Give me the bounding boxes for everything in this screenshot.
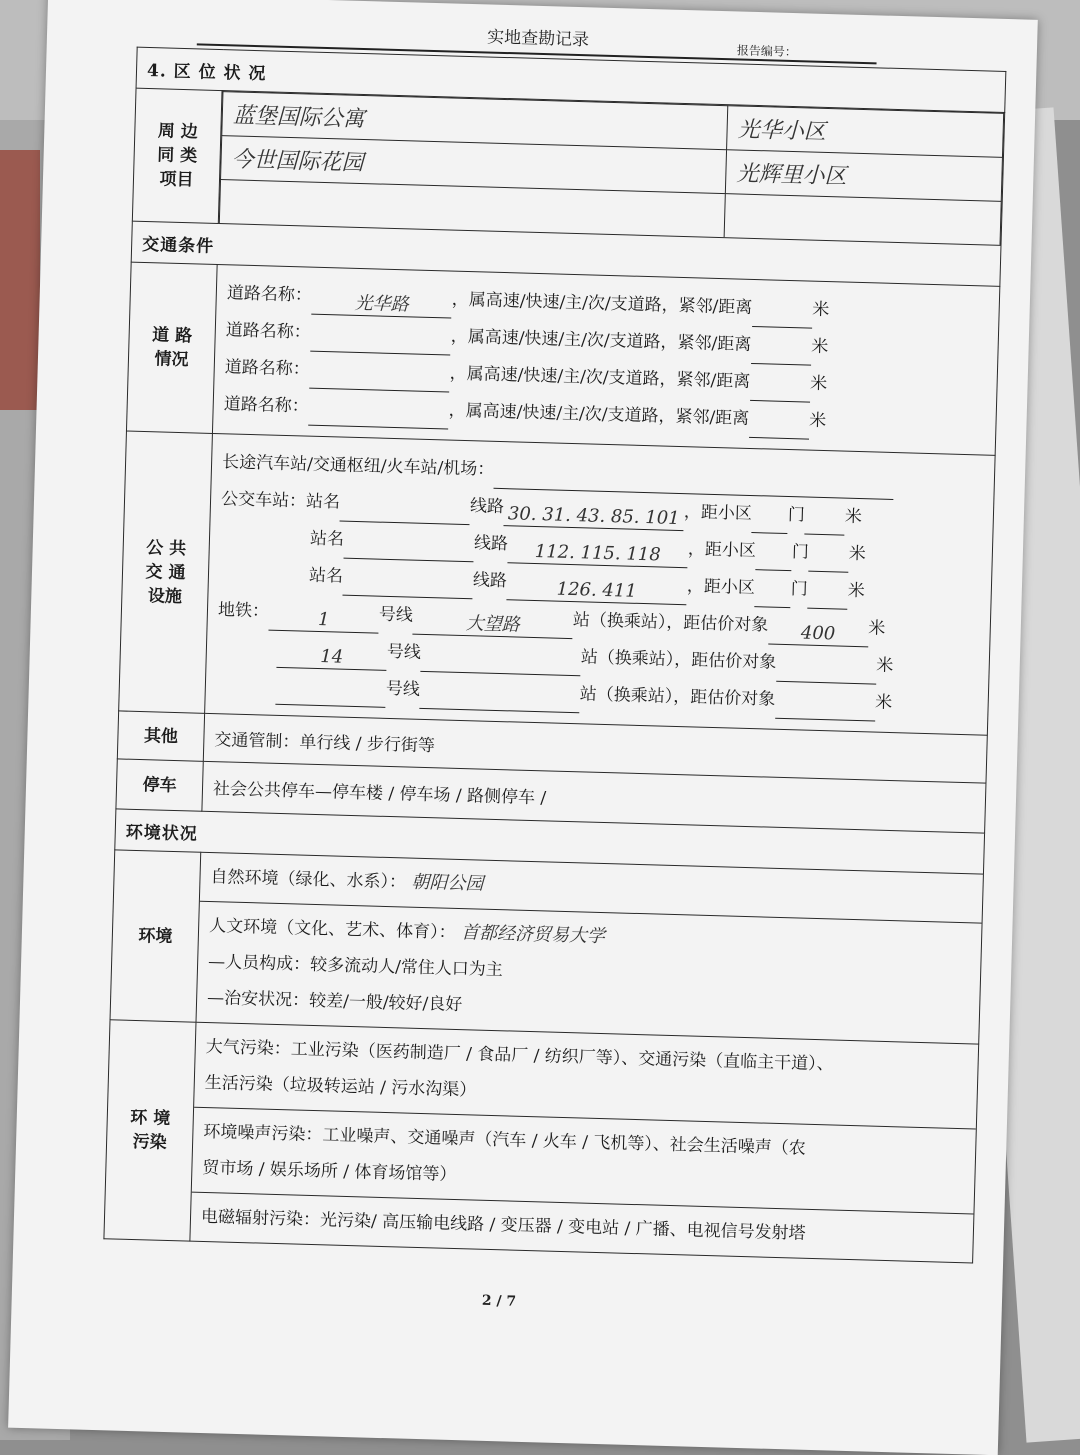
nearby-project-1: 蓝堡国际公寓 bbox=[222, 92, 728, 150]
metro-line-field: 14 bbox=[276, 645, 387, 671]
road-distance-field bbox=[751, 341, 812, 366]
road-distance-field bbox=[749, 415, 810, 440]
bus-row: 站名 线路 126. 411 ，距小区 门 米 bbox=[219, 555, 982, 613]
bus-gate-field bbox=[754, 584, 791, 608]
road-list bbox=[212, 265, 999, 456]
public-transport-detail bbox=[205, 433, 996, 735]
electromagnetic-pollution-row: 电磁辐射污染：光污染/ 高压输电线路 / 变压器 / 变电站 / 广播、电视信号发射塔 bbox=[200, 1206, 806, 1244]
nearby-projects-label: 周 边 同 类 项目 bbox=[132, 88, 222, 223]
population-composition: —人员构成：较多流动人/常住人口为主 bbox=[207, 952, 504, 981]
road-name-field bbox=[308, 403, 449, 430]
long-distance-row: 长途汽车站/交通枢纽/火车站/机场： bbox=[222, 444, 985, 502]
bus-gate-field bbox=[755, 547, 792, 571]
survey-form bbox=[103, 47, 1006, 1264]
bus-route-field: 30. 31. 43. 85. 101 bbox=[503, 503, 684, 531]
environment-label: 环境 bbox=[110, 850, 201, 1022]
cultural-environment-row: 人文环境（文化、艺术、体育）： 首都经济贸易大学 —人员构成：较多流动人/常住人口为主 —治安状况：较差/一般/较好/良好 bbox=[206, 916, 606, 1016]
road-distance-field bbox=[750, 378, 811, 403]
bus-row: 公交车站：站名 线路 30. 31. 43. 85. 101 ，距小区 门 米 bbox=[221, 481, 984, 539]
public-security: —治安状况：较差/一般/较好/良好 bbox=[206, 988, 463, 1016]
nearby-project-3: 今世国际花园 bbox=[221, 136, 727, 194]
bus-distance-field bbox=[807, 586, 848, 610]
pollution-label: 环 境 污染 bbox=[104, 1020, 196, 1241]
road-row: 道路名称： 光华路 ，属高速/快速/主/次/支道路，紧邻/距离 米 bbox=[226, 275, 989, 333]
metro-row: 地铁： 1 号线 大望路 站（换乘站），距估价对象 400 米 bbox=[217, 592, 980, 650]
road-row: 道路名称： ，属高速/快速/主/次/支道路，紧邻/距离 米 bbox=[223, 386, 986, 444]
noise-pollution-row: 环境噪声污染：工业噪声、交通噪声（汽车 / 火车 / 飞机等）、社会生活噪声（农 贸市场 / 娱乐场所 / 体育场馆等） bbox=[192, 1108, 976, 1215]
pollution-detail bbox=[190, 1022, 979, 1263]
metro-station-field: 大望路 bbox=[412, 612, 573, 639]
road-condition-label: 道 路 情况 bbox=[126, 262, 217, 433]
document-title: 实地查勘记录 bbox=[486, 27, 590, 51]
metro-line-field bbox=[275, 682, 386, 708]
bus-row: 站名 线路 112. 115. 118 ，距小区 门 米 bbox=[220, 518, 983, 576]
environment-section-title: 环境状况 bbox=[115, 809, 985, 874]
bus-route-field: 126. 411 bbox=[506, 577, 687, 605]
nearby-project-4: 光辉里小区 bbox=[726, 150, 1003, 202]
traffic-control-text: 交通管制：单行线 / 步行街等 bbox=[203, 713, 987, 783]
bus-gate-field bbox=[751, 510, 788, 534]
location-section-title: 4. 区 位 状 况 bbox=[136, 47, 1006, 112]
environment-detail bbox=[196, 852, 983, 1044]
metro-distance-field bbox=[775, 696, 876, 722]
nearby-project-6 bbox=[724, 194, 1001, 245]
other-label: 其他 bbox=[117, 711, 204, 761]
metro-line-field: 1 bbox=[268, 608, 379, 634]
metro-distance-field bbox=[776, 659, 877, 685]
natural-environment-row: 自然环境（绿化、水系）： 朝阳公园 bbox=[200, 853, 983, 924]
road-row: 道路名称： ，属高速/快速/主/次/支道路，紧邻/距离 米 bbox=[225, 312, 988, 370]
page-number: 2 / 7 bbox=[481, 1292, 517, 1310]
road-distance-field bbox=[752, 304, 813, 329]
air-pollution-row: 大气污染：工业污染（医药制造厂 / 食品厂 / 纺织厂等）、交通污染（直临主干道）、 生活污染（垃圾转运站 / 污水沟渠） bbox=[194, 1023, 978, 1130]
road-row: 道路名称： ，属高速/快速/主/次/支道路，紧邻/距离 米 bbox=[224, 349, 987, 407]
metro-row: 号线 站（换乘站），距估价对象 米 bbox=[215, 666, 978, 724]
bus-route-field: 112. 115. 118 bbox=[507, 540, 688, 568]
nearby-projects-grid bbox=[218, 91, 1004, 246]
parking-text: 社会公共停车—停车楼 / 停车场 / 路侧停车 / bbox=[202, 761, 986, 833]
natural-environment-value: 朝阳公园 bbox=[411, 871, 484, 895]
bus-distance-field bbox=[804, 512, 845, 536]
traffic-section-title: 交通条件 bbox=[131, 221, 1001, 286]
parking-label: 停车 bbox=[116, 759, 203, 811]
nearby-project-2: 光华小区 bbox=[727, 106, 1004, 158]
metro-station-field bbox=[419, 686, 580, 713]
metro-row: 14 号线 站（换乘站），距估价对象 米 bbox=[216, 629, 979, 687]
survey-sheet bbox=[8, 0, 1038, 1455]
public-transport-label: 公 共 交 通 设施 bbox=[119, 431, 213, 713]
road-name-field: 光华路 bbox=[311, 292, 452, 319]
bus-distance-field bbox=[808, 549, 849, 573]
cultural-environment-value: 首都经济贸易大学 bbox=[460, 922, 606, 948]
red-folder-edge bbox=[0, 150, 40, 410]
report-number-label: 报告编号： bbox=[736, 43, 798, 60]
metro-distance-field: 400 bbox=[768, 622, 869, 648]
